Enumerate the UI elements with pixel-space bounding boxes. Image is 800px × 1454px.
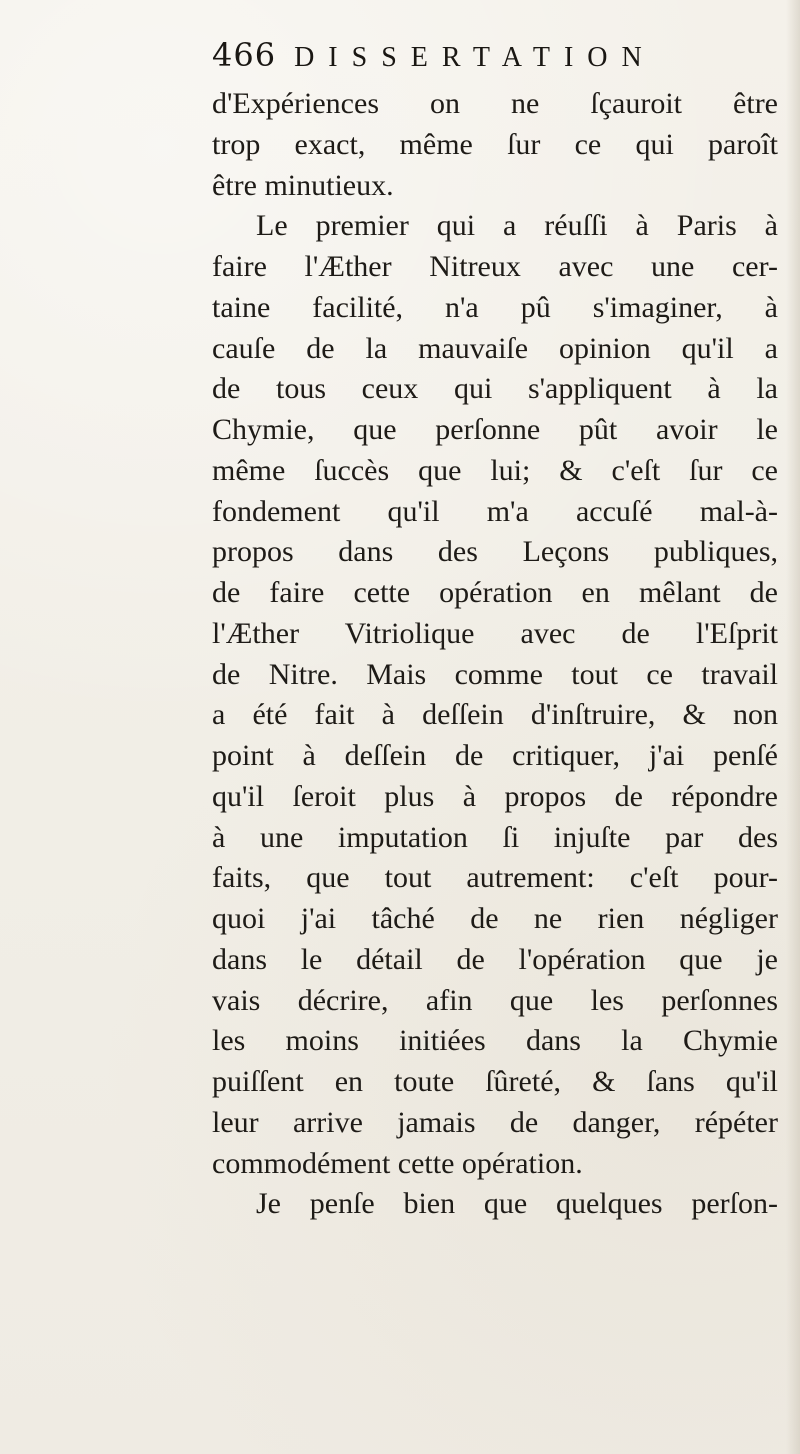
text-line: taine facilité, n'a pû s'imaginer, à — [212, 290, 778, 324]
page-edge-shadow — [786, 0, 800, 1454]
text-line: vais décrire, afin que les perſonnes — [212, 983, 778, 1017]
text-line: leur arrive jamais de danger, répéter — [212, 1105, 778, 1139]
text-line: dans le détail de l'opération que je — [212, 942, 778, 976]
text-line: Le premier qui a réuſſi à Paris à — [256, 209, 778, 243]
body-text — [212, 84, 778, 1225]
text-line: propos dans des Leçons publiques, — [212, 535, 778, 569]
text-line: fondement qu'il m'a accuſé mal-à- — [212, 494, 778, 528]
text-line: l'Æther Vitriolique avec de l'Eſprit — [212, 616, 778, 650]
text-line: point à deſſein de critiquer, j'ai penſé — [212, 739, 778, 772]
text-line: puiſſent en toute ſûreté, & ſans qu'il — [212, 1065, 778, 1098]
text-line: faits, que tout autrement: c'eſt pour- — [212, 861, 778, 895]
running-title: DISSERTATION — [294, 42, 656, 73]
text-line: à une imputation ſi injuſte par des — [212, 820, 778, 854]
text-line: qu'il ſeroit plus à propos de répondre — [212, 779, 778, 813]
text-line: de faire cette opération en mêlant de — [212, 576, 778, 609]
text-line: cauſe de la mauvaiſe opinion qu'il a — [212, 331, 778, 365]
text-line: Je penſe bien que quelques perſon- — [256, 1187, 778, 1221]
text-line: faire l'Æther Nitreux avec une cer- — [212, 250, 778, 283]
text-line: même ſuccès que lui; & c'eſt ſur ce — [212, 453, 778, 487]
text-line: de Nitre. Mais comme tout ce travail — [212, 657, 778, 691]
running-header — [212, 36, 692, 88]
text-line: Chymie, que perſonne pût avoir le — [212, 413, 778, 446]
text-line: de tous ceux qui s'appliquent à la — [212, 372, 778, 406]
text-line: être minutieux. — [212, 168, 394, 202]
text-line: a été fait à deſſein d'inſtruire, & non — [212, 698, 778, 732]
text-line: quoi j'ai tâché de ne rien négliger — [212, 902, 778, 935]
text-line: d'Expériences on ne ſçauroit être — [212, 87, 778, 120]
page-number: 466 — [212, 36, 277, 74]
text-line: les moins initiées dans la Chymie — [212, 1024, 778, 1058]
text-line: trop exact, même ſur ce qui paroît — [212, 127, 778, 161]
text-line: commodément cette opération. — [212, 1146, 583, 1180]
